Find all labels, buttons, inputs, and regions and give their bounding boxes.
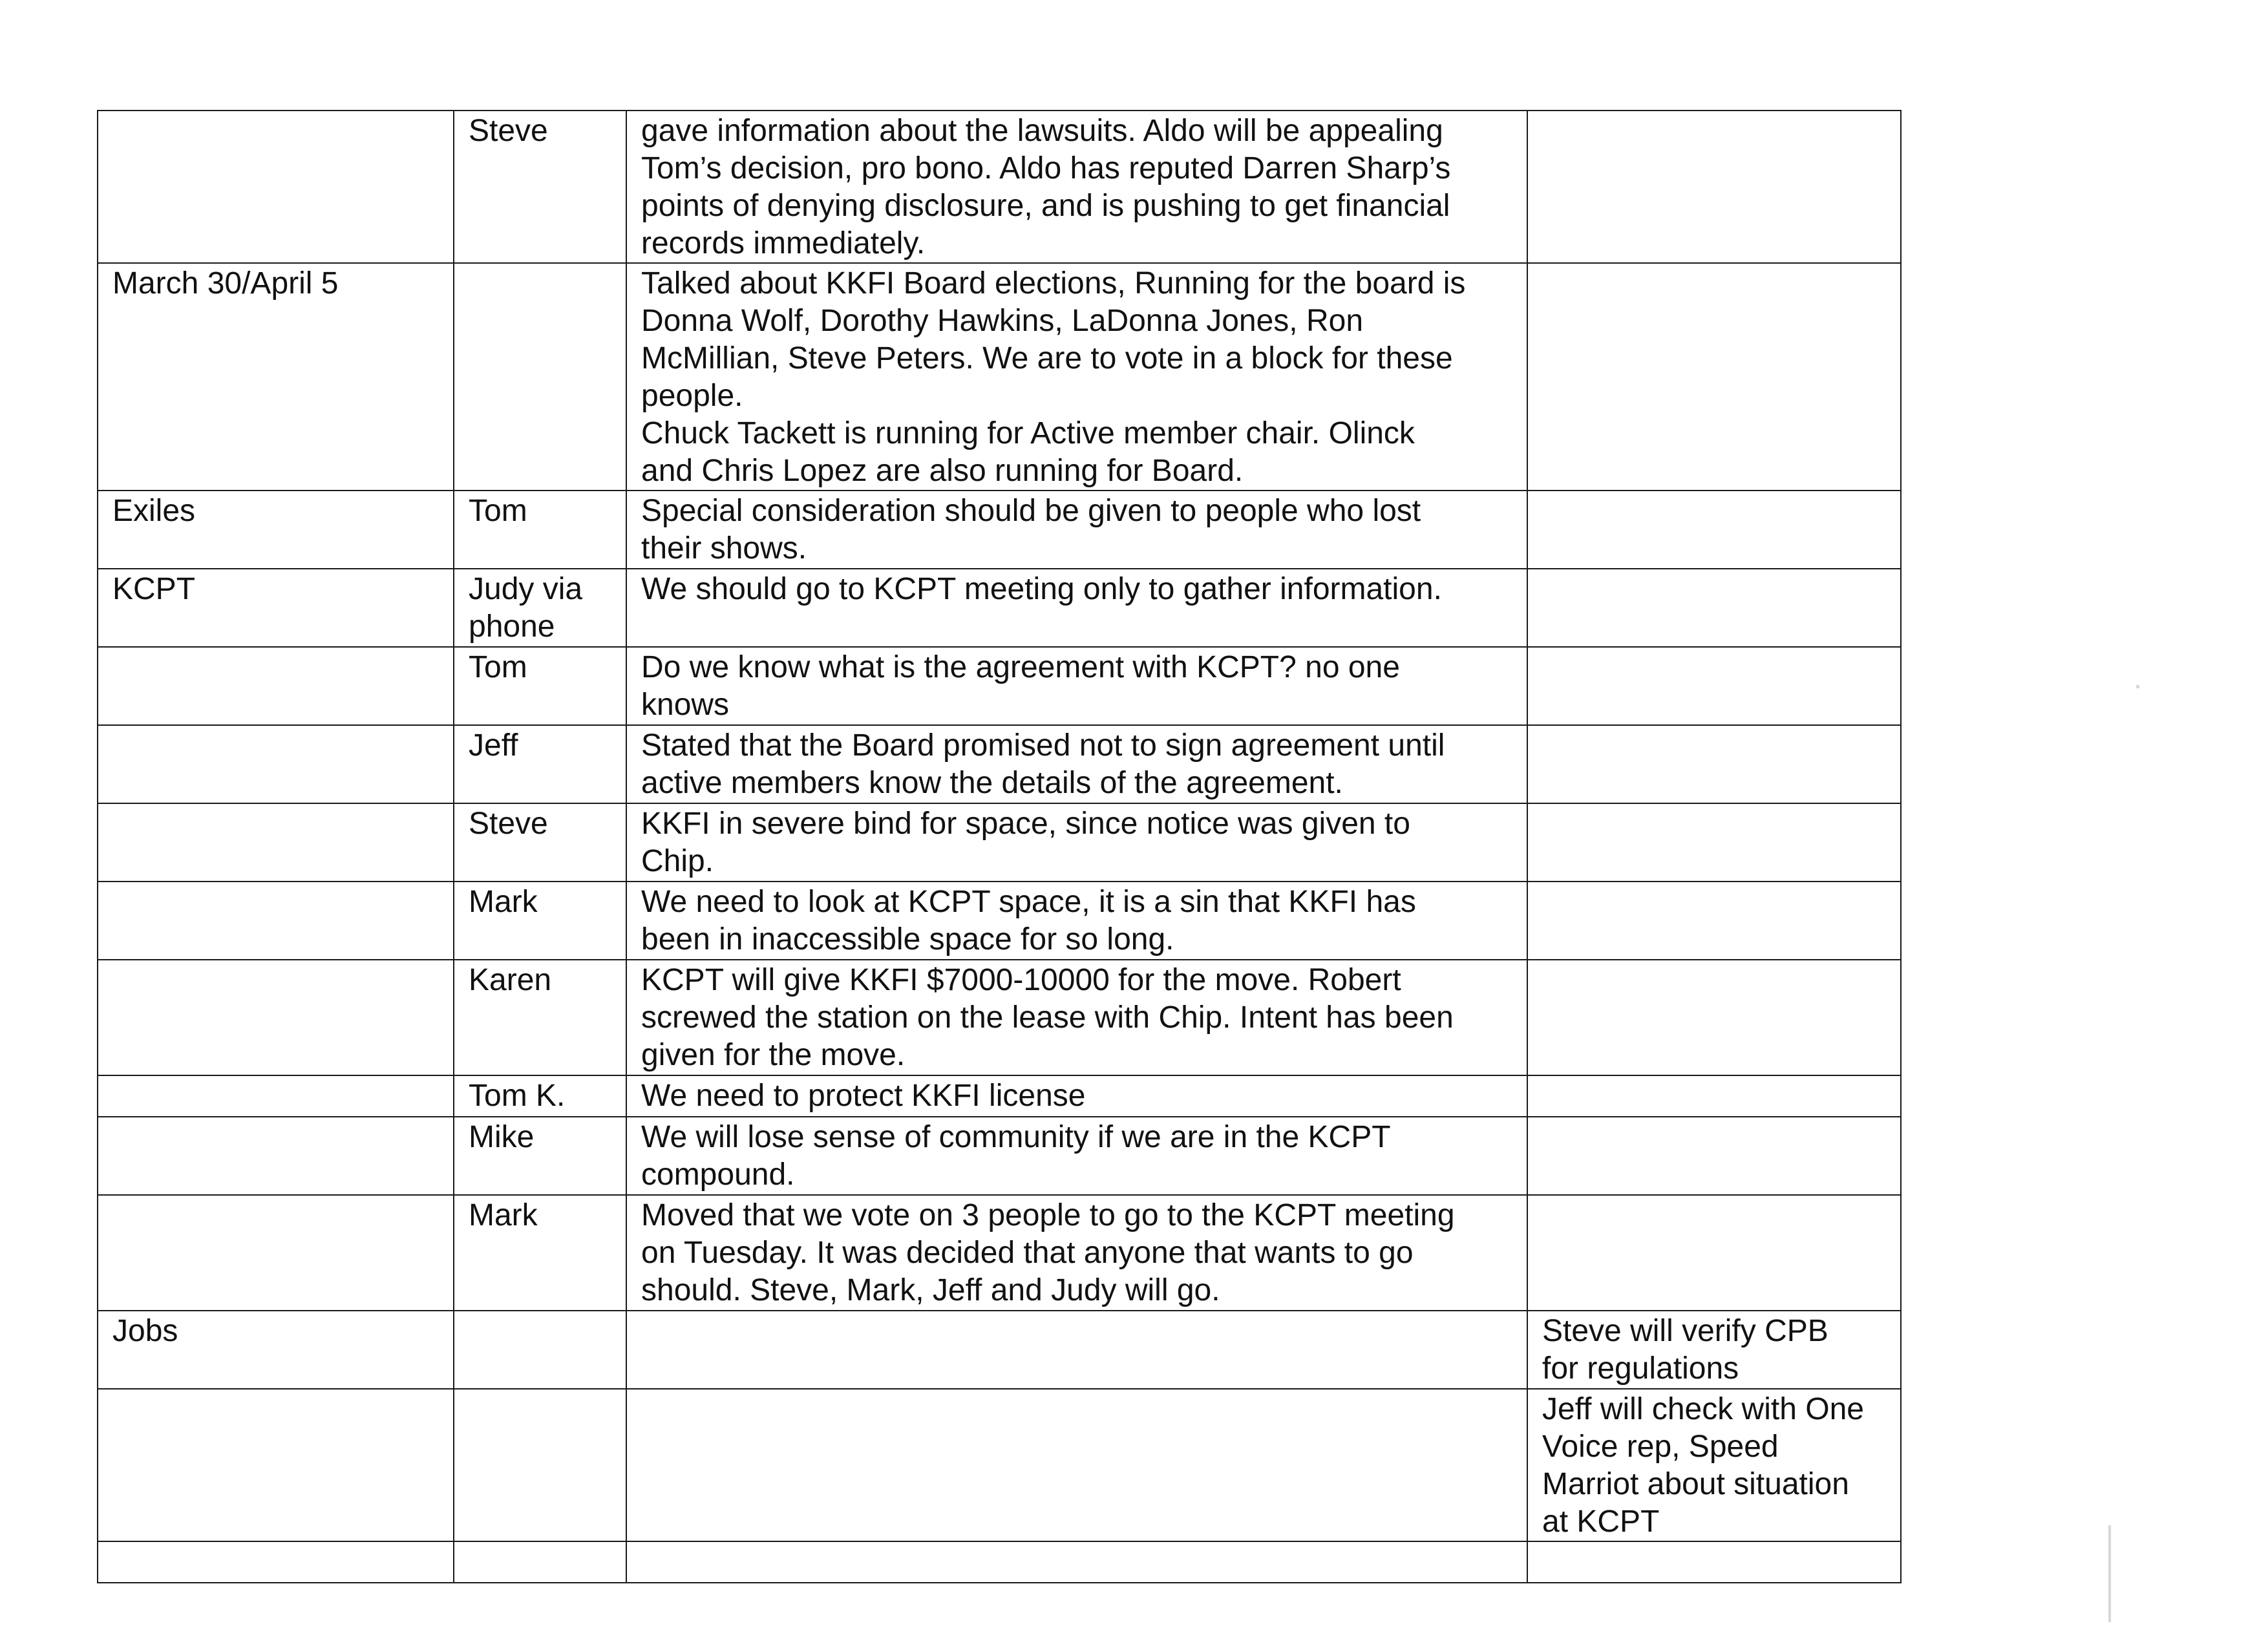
speaker-cell: Tom bbox=[454, 491, 626, 569]
table-row bbox=[98, 569, 1901, 647]
topic-cell bbox=[98, 647, 454, 725]
action-cell: Jeff will check with One Voice rep, Speed Marriot about situation at KCPT bbox=[1527, 1389, 1901, 1541]
speaker-cell: Mark bbox=[454, 1195, 626, 1311]
action-cell bbox=[1527, 882, 1901, 960]
meeting-minutes-table bbox=[97, 110, 1902, 1583]
discussion-cell: We need to protect KKFI license bbox=[626, 1075, 1527, 1117]
topic-cell bbox=[98, 1541, 454, 1583]
table-row bbox=[98, 1389, 1901, 1541]
discussion-cell: Talked about KKFI Board elections, Running for the board is Donna Wolf, Dorothy Hawkins, LaDonna Jones, Ron McMillian, Steve Peters. We are to vote in a block for these people. Chuck Tackett is running for Active member chair. Olinck and Chris Lopez are also running for Board. bbox=[626, 263, 1527, 491]
discussion-cell: We need to look at KCPT space, it is a sin that KKFI has been in inaccessible space for so long. bbox=[626, 882, 1527, 960]
action-cell bbox=[1527, 1075, 1901, 1117]
topic-cell bbox=[98, 960, 454, 1075]
discussion-cell bbox=[626, 1389, 1527, 1541]
topic-cell: Exiles bbox=[98, 491, 454, 569]
action-cell bbox=[1527, 1541, 1901, 1583]
table-row bbox=[98, 1541, 1901, 1583]
discussion-cell: Special consideration should be given to people who lost their shows. bbox=[626, 491, 1527, 569]
action-cell bbox=[1527, 491, 1901, 569]
speaker-cell: Mark bbox=[454, 882, 626, 960]
table-row bbox=[98, 491, 1901, 569]
discussion-cell: KKFI in severe bind for space, since notice was given to Chip. bbox=[626, 803, 1527, 882]
action-cell bbox=[1527, 111, 1901, 263]
discussion-cell: Moved that we vote on 3 people to go to the KCPT meeting on Tuesday. It was decided that anyone that wants to go should. Steve, Mark, Jeff and Judy will go. bbox=[626, 1195, 1527, 1311]
topic-cell: Jobs bbox=[98, 1311, 454, 1389]
table-row bbox=[98, 263, 1901, 491]
action-cell bbox=[1527, 803, 1901, 882]
topic-cell: KCPT bbox=[98, 569, 454, 647]
discussion-cell: Do we know what is the agreement with KCPT? no one knows bbox=[626, 647, 1527, 725]
table-row bbox=[98, 803, 1901, 882]
table-row bbox=[98, 960, 1901, 1075]
speaker-cell: Tom K. bbox=[454, 1075, 626, 1117]
topic-cell bbox=[98, 1075, 454, 1117]
discussion-cell: Stated that the Board promised not to sign agreement until active members know the details of the agreement. bbox=[626, 725, 1527, 803]
discussion-cell bbox=[626, 1541, 1527, 1583]
scan-mark bbox=[2136, 685, 2139, 688]
topic-cell bbox=[98, 882, 454, 960]
table-row bbox=[98, 647, 1901, 725]
action-cell bbox=[1527, 960, 1901, 1075]
speaker-cell: Tom bbox=[454, 647, 626, 725]
action-cell bbox=[1527, 1195, 1901, 1311]
topic-cell: March 30/April 5 bbox=[98, 263, 454, 491]
topic-cell bbox=[98, 725, 454, 803]
table-row bbox=[98, 1075, 1901, 1117]
speaker-cell: Mike bbox=[454, 1117, 626, 1195]
speaker-cell bbox=[454, 1311, 626, 1389]
speaker-cell bbox=[454, 263, 626, 491]
action-cell bbox=[1527, 263, 1901, 491]
speaker-cell bbox=[454, 1541, 626, 1583]
action-cell: Steve will verify CPB for regulations bbox=[1527, 1311, 1901, 1389]
speaker-cell: Judy via phone bbox=[454, 569, 626, 647]
speaker-cell: Jeff bbox=[454, 725, 626, 803]
minutes-table-body bbox=[98, 111, 1901, 1583]
table-row bbox=[98, 111, 1901, 263]
topic-cell bbox=[98, 803, 454, 882]
action-cell bbox=[1527, 1117, 1901, 1195]
speaker-cell: Karen bbox=[454, 960, 626, 1075]
action-cell bbox=[1527, 725, 1901, 803]
discussion-cell: We will lose sense of community if we are in the KCPT compound. bbox=[626, 1117, 1527, 1195]
topic-cell bbox=[98, 1389, 454, 1541]
discussion-cell: We should go to KCPT meeting only to gather information. bbox=[626, 569, 1527, 647]
speaker-cell bbox=[454, 1389, 626, 1541]
table-row bbox=[98, 725, 1901, 803]
discussion-cell: gave information about the lawsuits. Aldo will be appealing Tom’s decision, pro bono. Aldo has reputed Darren Sharp’s points of denying disclosure, and is pushing to get financial records immediately. bbox=[626, 111, 1527, 263]
table-row bbox=[98, 882, 1901, 960]
topic-cell bbox=[98, 111, 454, 263]
scan-mark bbox=[2108, 1525, 2111, 1622]
discussion-cell: KCPT will give KKFI $7000-10000 for the move. Robert screwed the station on the lease with Chip. Intent has been given for the move. bbox=[626, 960, 1527, 1075]
action-cell bbox=[1527, 647, 1901, 725]
speaker-cell: Steve bbox=[454, 111, 626, 263]
table-row bbox=[98, 1195, 1901, 1311]
topic-cell bbox=[98, 1117, 454, 1195]
topic-cell bbox=[98, 1195, 454, 1311]
table-row bbox=[98, 1117, 1901, 1195]
speaker-cell: Steve bbox=[454, 803, 626, 882]
table-row bbox=[98, 1311, 1901, 1389]
discussion-cell bbox=[626, 1311, 1527, 1389]
action-cell bbox=[1527, 569, 1901, 647]
